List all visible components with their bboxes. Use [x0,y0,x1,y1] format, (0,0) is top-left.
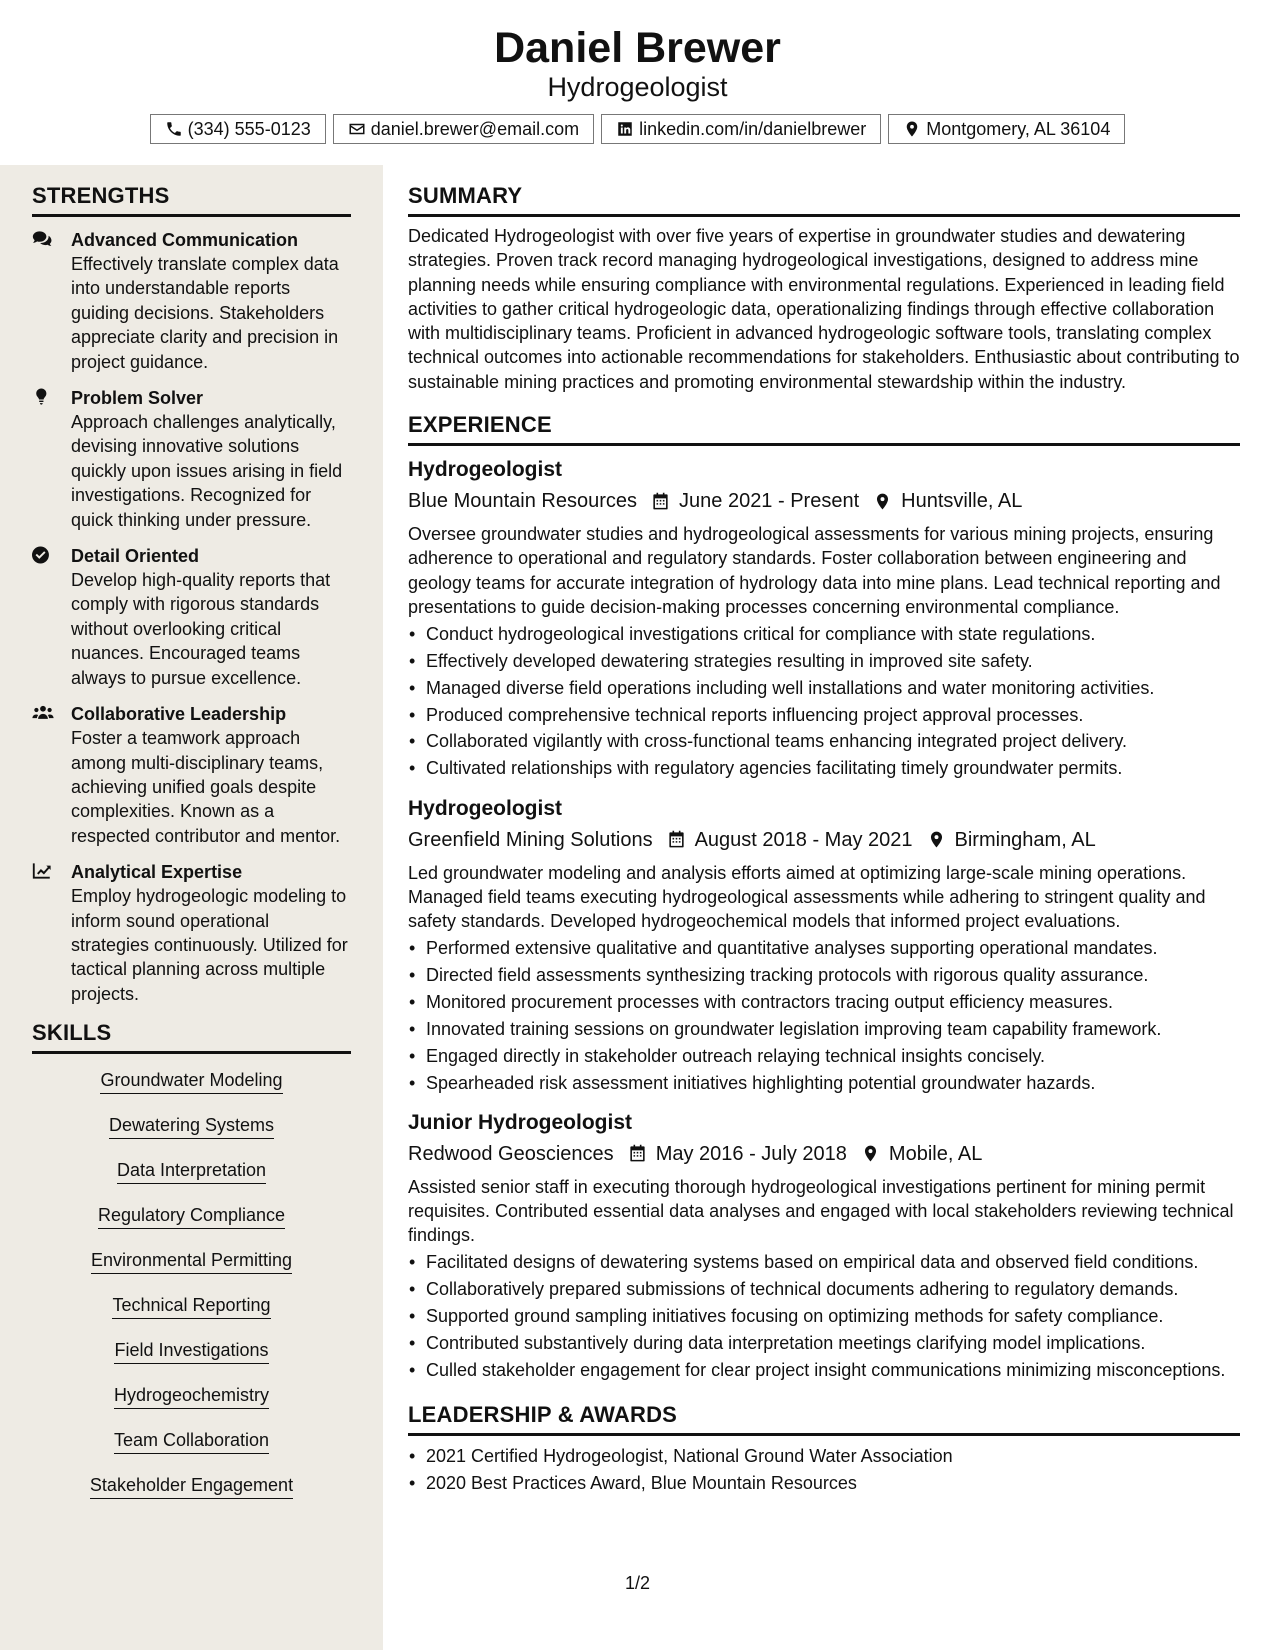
list-item: • Facilitated designs of dewatering systems based on empirical data and observed field conditions. [408,1250,1240,1274]
list-item: • Engaged directly in stakeholder outreach relaying technical insights concisely. [408,1044,1240,1068]
candidate-name: Daniel Brewer [494,24,781,72]
strength-desc: Employ hydrogeologic modeling to inform sound operational strategies continuously. Utilized for tactical planning across multiple projects. [71,886,348,1004]
job-entry [408,1109,1240,1382]
job-dates: June 2021 - Present [679,490,860,513]
phone-icon [165,120,183,138]
job-location: Huntsville, AL [901,490,1023,513]
strength-title: Detail Oriented [71,546,200,567]
list-item: • Culled stakeholder engagement for clear project insight communications minimizing misconceptions. [408,1358,1240,1382]
strength-title: Analytical Expertise [71,862,243,883]
list-item: • Contributed substantively during data interpretation meetings clarifying model implications. [408,1331,1240,1355]
job-meta [408,1138,1240,1170]
contact-location[interactable] [888,114,1125,144]
contact-email[interactable] [333,114,594,144]
job-description: Assisted senior staff in executing thorough hydrogeological investigations pertinent for mining permit requisites. Contributed essential data analyses and engaged with local stakeholders reviewing technical findings. [408,1176,1234,1246]
strength-title: Advanced Communication [71,230,299,250]
chart-line-icon [32,862,54,880]
strength-desc: Foster a teamwork approach among multi-disciplinary teams, achieving unified goals despite complexities. Known as a respected contributor and mentor. [71,728,341,846]
job-description: Led groundwater modeling and analysis efforts aimed at optimizing large-scale mining operations. Managed field teams executing hydrogeological assessments while adhering to stringent quality and safety standards. Developed hydrogeochemical models that informed project evaluations. [408,862,1206,932]
job-location: Mobile, AL [888,1142,983,1165]
list-item: • Cultivated relationships with regulatory agencies facilitating timely groundwater permits. [408,756,1240,780]
strength-item [32,702,351,848]
list-item: • Produced comprehensive technical reports influencing project approval processes. [408,703,1240,727]
strength-item [32,544,351,690]
contact-bar [0,114,1275,144]
linkedin-icon [616,120,634,138]
job-location: Birmingham, AL [954,828,1096,851]
job-entry [408,456,1240,781]
job-entry [408,795,1240,1095]
main-content [408,183,1240,1495]
skill-tag: Environmental Permitting [91,1247,292,1274]
list-item: • Monitored procurement processes with contractors tracing output efficiency measures. [408,990,1240,1014]
calendar-icon [628,1144,647,1163]
strength-item [32,386,351,532]
list-item: • Effectively developed dewatering strategies resulting in improved site safety. [408,649,1240,673]
list-item: • Collaboratively prepared submissions of technical documents adhering to regulatory demands. [408,1277,1240,1301]
strength-item [32,228,351,374]
list-item: • Conduct hydrogeological investigations critical for compliance with state regulations. [408,622,1240,646]
strength-title: Collaborative Leadership [71,704,287,725]
contact-linkedin-text: linkedin.com/in/danielbrewer [639,118,867,139]
skill-tag: Data Interpretation [117,1157,266,1184]
check-circle-icon [32,546,54,564]
job-meta [408,485,1240,517]
skill-tag: Regulatory Compliance [98,1202,285,1229]
map-pin-icon [927,830,946,849]
contact-email-text: daniel.brewer@email.com [370,118,580,139]
sidebar [0,165,383,1650]
job-bullets [408,622,1240,781]
skill-tag: Stakeholder Engagement [90,1472,293,1499]
skill-tag: Field Investigations [114,1337,268,1364]
map-pin-icon [903,120,921,138]
contact-phone-text: (334) 555-0123 [187,118,311,139]
list-item: • Directed field assessments synthesizing tracking protocols with rigorous quality assurance. [408,963,1240,987]
lightbulb-icon [32,388,54,406]
contact-location-text: Montgomery, AL 36104 [926,118,1111,139]
skill-tag: Groundwater Modeling [100,1067,282,1094]
job-title: Junior Hydrogeologist [408,1110,633,1134]
job-dates: August 2018 - May 2021 [694,828,913,851]
list-item: • Managed diverse field operations including well installations and water monitoring activities. [408,676,1240,700]
job-description: Oversee groundwater studies and hydrogeological assessments for various mining projects, ensuring adherence to operational and regulatory standards. Foster collaboration between engineering and geology teams for accurate integration of hydrology data into mine plans. Lead technical reporting and presentations to guide decision-making processes concerning environmental compliance. [408,524,1221,617]
strengths-title: STRENGTHS [32,183,351,217]
skill-tag: Team Collaboration [114,1427,269,1454]
summary-text: Dedicated Hydrogeologist with over five years of expertise in groundwater studies and dewatering strategies. Proven track record managing hydrogeological investigations, designed to address mine planning needs while ensuring compliance with environmental regulations. Experienced in leading field activities to gather critical hydrogeologic data, operationalizing findings through effective collaboration with multidisciplinary teams. Proficient in advanced hydrogeologic software tools, translating complex technical outcomes into actionable recommendations for stakeholders. Enthusiastic about contributing to sustainable mining practices and promoting environmental stewardship within the industry. [408,226,1240,392]
envelope-icon [348,120,366,138]
awards-title: LEADERSHIP & AWARDS [408,1402,1240,1436]
users-icon [32,704,54,722]
awards-list [408,1444,1240,1495]
page-number: 1/2 [625,1573,651,1593]
strengths-list [32,228,351,1006]
job-bullets [408,1250,1240,1382]
calendar-icon [667,830,686,849]
strength-item [32,860,351,1006]
list-item: • Collaborated vigilantly with cross-functional teams enhancing integrated project delivery. [408,729,1240,753]
job-company: Greenfield Mining Solutions [408,828,653,851]
list-item: • Innovated training sessions on groundwater legislation improving team capability framework. [408,1017,1240,1041]
job-title: Hydrogeologist [408,796,563,820]
skill-tag: Technical Reporting [112,1292,270,1319]
list-item: • Performed extensive qualitative and quantitative analyses supporting operational mandates. [408,936,1240,960]
calendar-icon [651,492,670,511]
list-item: • Spearheaded risk assessment initiatives highlighting potential groundwater hazards. [408,1071,1240,1095]
list-item: • 2020 Best Practices Award, Blue Mountain Resources [408,1471,1240,1495]
job-dates: May 2016 - July 2018 [655,1142,847,1165]
comments-icon [32,230,54,248]
resume-header [0,0,1275,165]
job-company: Blue Mountain Resources [408,490,638,513]
skill-tag: Hydrogeochemistry [114,1382,269,1409]
candidate-role: Hydrogeologist [547,72,728,102]
map-pin-icon [873,492,892,511]
list-item: • 2021 Certified Hydrogeologist, National Ground Water Association [408,1444,1240,1468]
strength-title: Problem Solver [71,388,204,409]
strength-desc: Approach challenges analytically, devising innovative solutions quickly upon issues arising in field investigations. Recognized for quick thinking under pressure. [71,412,343,530]
contact-phone[interactable] [150,114,326,144]
job-bullets [408,936,1240,1095]
contact-linkedin[interactable] [601,114,881,144]
experience-title: EXPERIENCE [408,412,1240,446]
list-item: • Supported ground sampling initiatives focusing on optimizing methods for safety compliance. [408,1304,1240,1328]
job-meta [408,824,1240,856]
skills-list [32,1067,351,1517]
summary-title: SUMMARY [408,183,1240,217]
strength-desc: Effectively translate complex data into understandable reports guiding decisions. Stakeholders appreciate clarity and precision in project guidance. [71,254,339,372]
job-title: Hydrogeologist [408,458,563,482]
skill-tag: Dewatering Systems [109,1112,274,1139]
job-company: Redwood Geosciences [408,1142,614,1165]
skills-title: SKILLS [32,1020,351,1054]
strength-desc: Develop high-quality reports that comply with rigorous standards without overlooking critical nuances. Encouraged teams always to pursue excellence. [71,570,331,688]
map-pin-icon [861,1144,880,1163]
